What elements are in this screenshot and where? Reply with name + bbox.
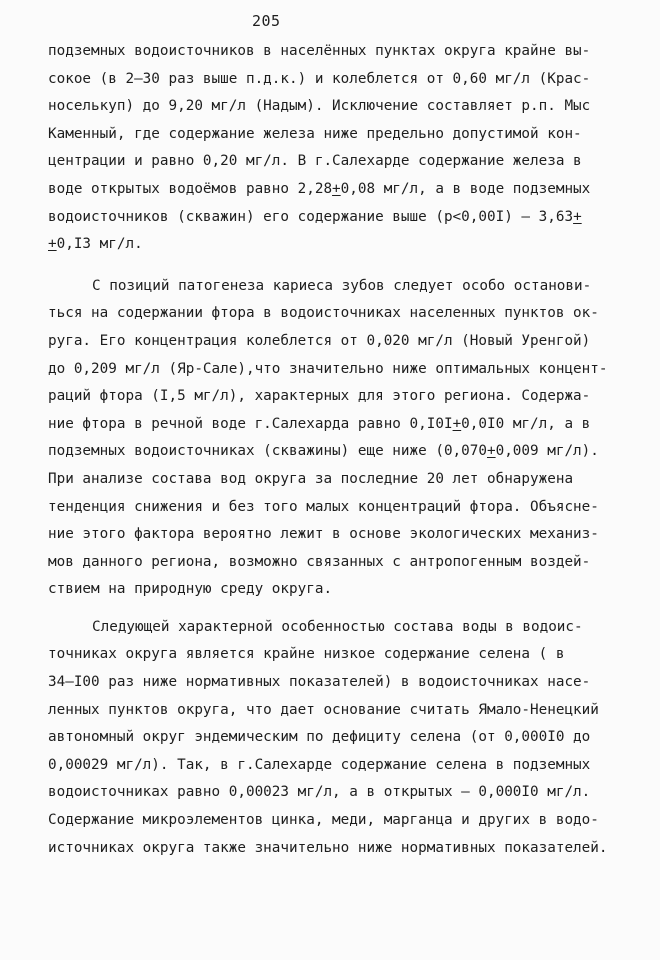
text-segment: автономный округ эндемическим по дефициту селена (от 0,000I0 до bbox=[48, 729, 591, 746]
text-segment: ствием на природную среду округа. bbox=[48, 581, 333, 598]
paragraph bbox=[48, 38, 614, 259]
text-segment: Следующей характерной особенностью состава воды в водоис- bbox=[92, 618, 583, 635]
text-segment: 0,0I0 мг/л, а в bbox=[461, 415, 591, 432]
text-line bbox=[48, 411, 614, 439]
page-number: 205 bbox=[252, 12, 281, 30]
text-line bbox=[48, 121, 614, 149]
text-segment: точниках округа является крайне низкое содержание селена ( в bbox=[48, 646, 565, 663]
text-segment: сокое (в 2–30 раз выше п.д.к.) и колеблется от 0,60 мг/л (Крас- bbox=[48, 70, 591, 87]
text-segment: воде открытых водоёмов равно 2,28 bbox=[48, 180, 333, 197]
text-line bbox=[48, 273, 614, 301]
text-line bbox=[48, 614, 614, 642]
text-segment: источниках округа также значительно ниже нормативных показателей. bbox=[48, 839, 608, 856]
text-line bbox=[48, 669, 614, 697]
text-segment: подземных водоисточников в населённых пунктах округа крайне вы- bbox=[48, 43, 591, 59]
text-segment: раций фтора (I,5 мг/л), характерных для этого региона. Содержа- bbox=[48, 388, 591, 405]
text-segment: При анализе состава вод округа за последние 20 лет обнаружена bbox=[48, 470, 574, 487]
text-line bbox=[48, 438, 614, 466]
underlined-plus-minus-sign: + bbox=[452, 415, 462, 432]
text-line bbox=[48, 494, 614, 522]
text-line bbox=[48, 66, 614, 94]
text-segment: ленных пунктов округа, что дает основание считать Ямало-Ненецкий bbox=[48, 701, 599, 718]
text-segment: ние этого фактора вероятно лежит в основе экологических механиз- bbox=[48, 526, 599, 543]
text-line bbox=[48, 752, 614, 780]
text-segment: 0,00029 мг/л). Так, в г.Салехарде содержание селена в подземных bbox=[48, 756, 591, 773]
text-segment: С позиций патогенеза кариеса зубов следует особо останови- bbox=[92, 277, 592, 294]
text-line bbox=[48, 835, 614, 863]
text-line bbox=[48, 204, 614, 232]
text-segment: ться на содержании фтора в водоисточниках населенных пунктов ок- bbox=[48, 305, 599, 322]
text-segment: руга. Его концентрация колеблется от 0,020 мг/л (Новый Уренгой) bbox=[48, 332, 591, 349]
text-segment: тенденция снижения и без того малых концентраций фтора. Объясне- bbox=[48, 498, 599, 515]
text-line bbox=[48, 521, 614, 549]
text-segment: водоисточниках равно 0,00023 мг/л, а в открытых – 0,000I0 мг/л. bbox=[48, 784, 591, 801]
text-line bbox=[48, 93, 614, 121]
text-line bbox=[48, 466, 614, 494]
text-segment: 34–I00 раз ниже нормативных показателей) в водоисточниках насе- bbox=[48, 674, 591, 691]
text-line bbox=[48, 724, 614, 752]
text-segment: мов данного региона, возможно связанных с антропогенным воздей- bbox=[48, 553, 591, 570]
text-line bbox=[48, 641, 614, 669]
text-line bbox=[48, 328, 614, 356]
text-line bbox=[48, 779, 614, 807]
text-line bbox=[48, 549, 614, 577]
text-line bbox=[48, 231, 614, 259]
paragraph-gap bbox=[48, 259, 614, 273]
text-line bbox=[48, 576, 614, 604]
text-segment: 0,08 мг/л, а в воде подземных bbox=[340, 180, 591, 197]
paragraph-gap bbox=[48, 604, 614, 614]
text-segment: носелькуп) до 9,20 мг/л (Надым). Исключение составляет р.п. Мыс bbox=[48, 98, 591, 115]
text-line bbox=[48, 148, 614, 176]
underlined-plus-minus-sign: + bbox=[486, 443, 496, 460]
text-segment: Каменный, где содержание железа ниже предельно допустимой кон- bbox=[48, 125, 582, 142]
text-segment: подземных водоисточниках (скважины) еще ниже (0,070 bbox=[48, 443, 487, 460]
text-line bbox=[48, 356, 614, 384]
text-segment: ние фтора в речной воде г.Салехарда равно 0,I0I bbox=[48, 415, 453, 432]
text-segment: 0,I3 мг/л. bbox=[56, 236, 143, 253]
text-segment: водоисточников (скважин) его содержание выше (p<0,00I) – 3,63 bbox=[48, 208, 574, 225]
text-line bbox=[48, 38, 614, 66]
text-segment: Содержание микроэлементов цинка, меди, марганца и других в водо- bbox=[48, 812, 599, 829]
text-segment: до 0,209 мг/л (Яр-Сале),что значительно ниже оптимальных концент- bbox=[48, 360, 608, 377]
text-line bbox=[48, 383, 614, 411]
text-segment: 0,009 мг/л). bbox=[495, 443, 599, 460]
text-line bbox=[48, 697, 614, 725]
underlined-plus-minus-sign: + bbox=[573, 208, 582, 225]
document-body bbox=[48, 38, 614, 862]
text-line bbox=[48, 176, 614, 204]
paragraph bbox=[48, 614, 614, 862]
underlined-plus-minus-sign: + bbox=[332, 180, 341, 197]
paragraph bbox=[48, 273, 614, 604]
text-line bbox=[48, 807, 614, 835]
text-line bbox=[48, 300, 614, 328]
text-segment: центрации и равно 0,20 мг/л. В г.Салехарде содержание железа в bbox=[48, 153, 582, 170]
underlined-plus-minus-sign: + bbox=[48, 236, 57, 253]
